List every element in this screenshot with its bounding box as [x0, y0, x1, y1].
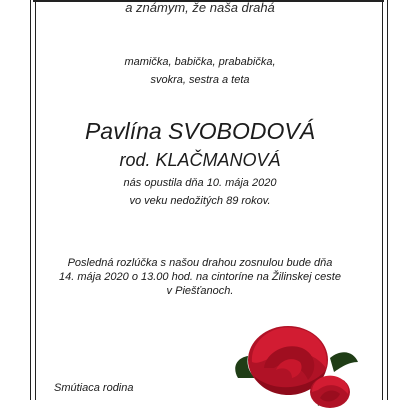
family-roles-line-2: svokra, sestra a teta — [150, 74, 250, 86]
funeral-announcement — [0, 256, 400, 298]
red-rose-icon — [230, 318, 360, 408]
funeral-line-2: 14. mája 2020 o 13.00 hod. na cintoríne na Žilinskej ceste — [59, 271, 341, 283]
deceased-name: Pavlína SVOBODOVÁ — [84, 118, 316, 144]
family-roles-line-1: mamička, babička, prababička, — [124, 56, 276, 68]
intro-line: a známym, že naša drahá — [125, 0, 275, 15]
funeral-line-3: v Piešťanoch. — [166, 285, 234, 297]
funeral-line-1: Posledná rozlúčka s našou drahou zosnulou bude dňa — [67, 257, 333, 269]
maiden-name: rod. KLAČMANOVÁ — [119, 150, 281, 170]
signature-grieving-family: Smútiaca rodina — [54, 382, 134, 394]
age-at-death: vo veku nedožitých 89 rokov. — [129, 195, 271, 207]
date-of-death: nás opustila dňa 10. mája 2020 — [123, 177, 277, 189]
